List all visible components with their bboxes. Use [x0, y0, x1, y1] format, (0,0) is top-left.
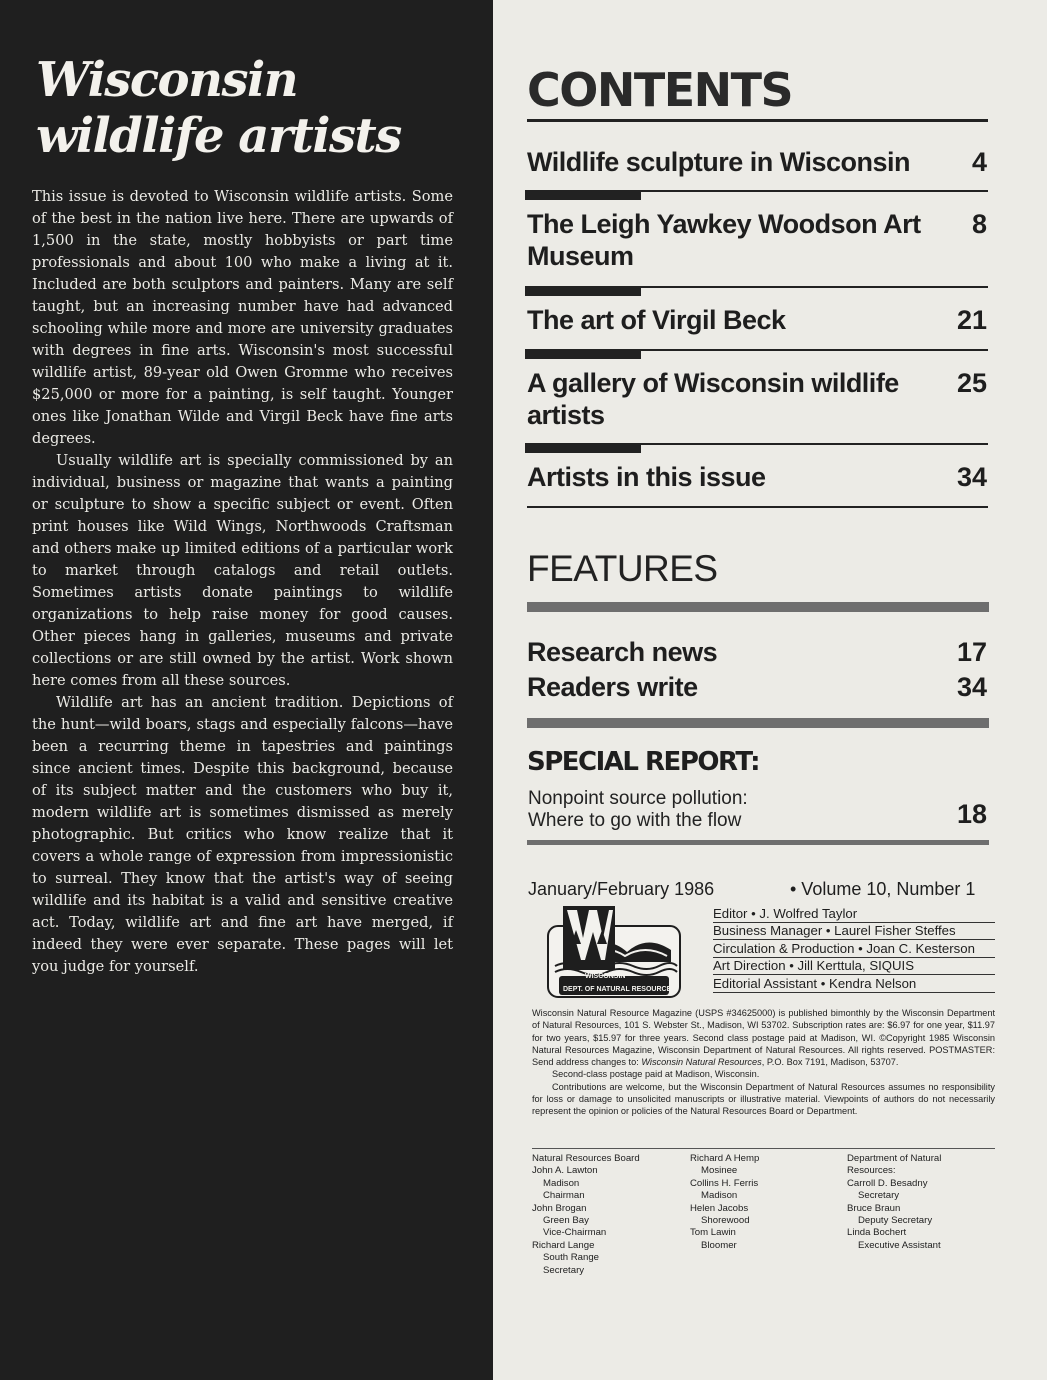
toc-item-title[interactable]: The art of Virgil Beck [527, 305, 786, 335]
board-column-3 [847, 1153, 941, 1252]
publication-paragraph: Second-class postage paid at Madison, Wisconsin. [552, 1069, 760, 1080]
board-entry: Deputy Secretary [858, 1215, 933, 1227]
divider-rule [527, 190, 988, 192]
toc-item-page: 8 [971, 209, 987, 239]
board-entry: Madison [543, 1177, 580, 1189]
contents-heading: CONTENTS [527, 63, 793, 117]
board-entry: Linda Bochert [847, 1227, 907, 1239]
special-report-band [527, 840, 989, 845]
board-entry: Mosinee [701, 1165, 738, 1177]
board-entry: Tom Lawin [690, 1227, 736, 1239]
feature-item-page: 34 [956, 672, 987, 702]
issue-date: January/February 1986 [528, 879, 715, 899]
board-entry: Green Bay [543, 1215, 589, 1227]
board-column-1 [532, 1153, 640, 1277]
issue-volume: • Volume 10, Number 1 [790, 879, 976, 899]
contents-rule [527, 119, 988, 122]
board-entry: Department of Natural [847, 1153, 942, 1164]
special-report-heading: SPECIAL REPORT: [527, 747, 760, 777]
special-report-page: 18 [956, 799, 987, 829]
divider-rule [527, 286, 988, 288]
toc-item-page: 25 [956, 368, 987, 398]
staff-editorial-assistant: Editorial Assistant • Kendra Nelson [713, 975, 995, 993]
intro-title-line-1: Wisconsin [36, 52, 298, 108]
staff-circulation: Circulation & Production • Joan C. Kesterson [713, 940, 995, 958]
divider-rule [527, 443, 988, 445]
board-entry: Madison [701, 1190, 738, 1202]
board-entry: Resources: [847, 1165, 896, 1177]
toc-item-page: 21 [956, 305, 987, 335]
intro-body [32, 186, 453, 978]
toc-item-title[interactable]: Artists in this issue [527, 462, 766, 492]
special-report-line-1: Nonpoint source pollution: [528, 788, 748, 809]
toc-item-title[interactable]: A gallery of Wisconsin wildlife artists [527, 368, 899, 430]
board-entry: Natural Resources Board [532, 1153, 640, 1164]
staff-art-direction: Art Direction • Jill Kerttula, SIQUIS [713, 957, 995, 975]
divider-rule [527, 349, 988, 351]
toc-item-title[interactable]: The Leigh Yawkey Woodson Art Museum [527, 209, 921, 271]
board-column-2 [690, 1153, 759, 1252]
feature-item-title[interactable]: Research news [527, 637, 718, 667]
board-entry: Richard Lange [532, 1239, 595, 1251]
special-report-line-2: Where to go with the flow [528, 810, 742, 831]
board-entry: John A. Lawton [532, 1165, 598, 1177]
divider-tab [525, 349, 641, 359]
intro-paragraph: Wildlife art has an ancient tradition. Depictions of the hunt—wild boars, stags and especially falcons—have been a recurring theme in tapestries and paintings since ancient times. Despite this background, because of its subject matter and the customers who buy it, modern wildlife art is sometimes dismissed as merely photographic. But critics who know realize that it covers a whole range of expression from impressionistic to surreal. They know that the artist's way of seeing wildlife and its habitat is a valid and sensitive creative act. Today, wildlife art and fine art have merged, if indeed they were ever separate. These pages will let you judge for yourself. [32, 694, 453, 975]
board-entry: Collins H. Ferris [690, 1177, 759, 1189]
staff-editor: Editor • J. Wolfred Taylor [713, 905, 995, 923]
publication-info [532, 1007, 995, 1118]
intro-title-line-2: wildlife artists [36, 108, 401, 164]
toc-item-page: 4 [971, 147, 987, 177]
toc-item-page: 34 [956, 462, 987, 492]
feature-item-title[interactable]: Readers write [527, 672, 698, 702]
feature-item-page: 17 [956, 637, 987, 667]
board-entry: Bruce Braun [847, 1202, 901, 1214]
divider-tab [525, 190, 641, 200]
logo-text-line-1: WISCONSIN [585, 973, 626, 980]
contents-end-rule [527, 506, 988, 508]
divider-tab [525, 286, 641, 296]
board-entry: Richard A Hemp [690, 1153, 760, 1164]
publication-paragraph: Wisconsin Natural Resource Magazine (USPS #34625000) is published bimonthly by the Wisconsin Department of Natural Resources, 101 S. Webster St., Madison, WI 53702. Subscription rates are: $6.97 for one year, $11.97 for two years, $15.97 for three years. Second class postage paid at Madison, WI. ©Copyright 1985 Wisconsin Natural Resources Magazine, Wisconsin Department of Natural Resources. All rights reserved. POSTMASTER: Send address changes to: Wisconsin Natural Resources, P.O. Box 7191, Madison, 53707. [532, 1008, 995, 1068]
staff-business-manager: Business Manager • Laurel Fisher Steffes [713, 922, 995, 940]
logo-text-line-2: DEPT. OF NATURAL RESOURCES [563, 986, 676, 993]
board-entry: Secretary [858, 1190, 900, 1202]
board-entry: Secretary [543, 1264, 585, 1276]
features-band [527, 718, 989, 728]
board-entry: Carroll D. Besadny [847, 1177, 928, 1189]
board-entry: Chairman [543, 1190, 585, 1202]
board-entry: John Brogan [532, 1202, 587, 1214]
special-report-title[interactable] [528, 788, 748, 832]
intro-paragraph: This issue is devoted to Wisconsin wildlife artists. Some of the best in the nation live here. There are upwards of 1,500 in the state, mostly hobbyists or part time professionals and about 100 who make a living at it. Included are both sculptors and painters. Many are self taught, but an increasing number have had advanced schooling while more and more are university graduates with degrees in fine arts. Wisconsin's most successful wildlife artist, 89-year old Owen Gromme who receives $25,000 or more for a painting, is self taught. Younger ones like Jonathan Wilde and Virgil Beck have fine arts degrees. [32, 188, 453, 447]
features-heading: FEATURES [527, 548, 718, 589]
board-entry: Bloomer [701, 1239, 737, 1251]
board-entry: Helen Jacobs [690, 1202, 749, 1214]
board-entry: Executive Assistant [858, 1239, 941, 1251]
publication-paragraph: Contributions are welcome, but the Wisconsin Department of Natural Resources assumes no responsibility for loss or damage to unsolicited manuscripts or illustrative material. Viewpoints of authors do not necessarily represent the opinion or policies of the Natural Resources Board or Department. [532, 1081, 995, 1117]
board-entry: South Range [543, 1252, 600, 1264]
intro-paragraph: Usually wildlife art is specially commissioned by an individual, business or magazine that wants a painting or sculpture to show a specific subject or event. Often print houses like Wild Wings, Northwoods Craftsman and others make up limited editions of a particular work to market through catalogs and retail outlets. Sometimes artists donate paintings to wildlife organizations to help raise money for good causes. Other pieces hang in galleries, museums and private collections or are still owned by the artist. Work shown here comes from all these sources. [32, 452, 453, 689]
board-entry: Shorewood [701, 1215, 750, 1227]
toc-item-title[interactable]: Wildlife sculpture in Wisconsin [527, 147, 911, 177]
board-divider [532, 1148, 995, 1149]
divider-tab [525, 443, 641, 453]
board-entry: Vice-Chairman [543, 1227, 607, 1239]
wisconsin-dnr-logo-icon [547, 904, 681, 998]
intro-title [36, 52, 476, 164]
features-band [527, 602, 989, 612]
